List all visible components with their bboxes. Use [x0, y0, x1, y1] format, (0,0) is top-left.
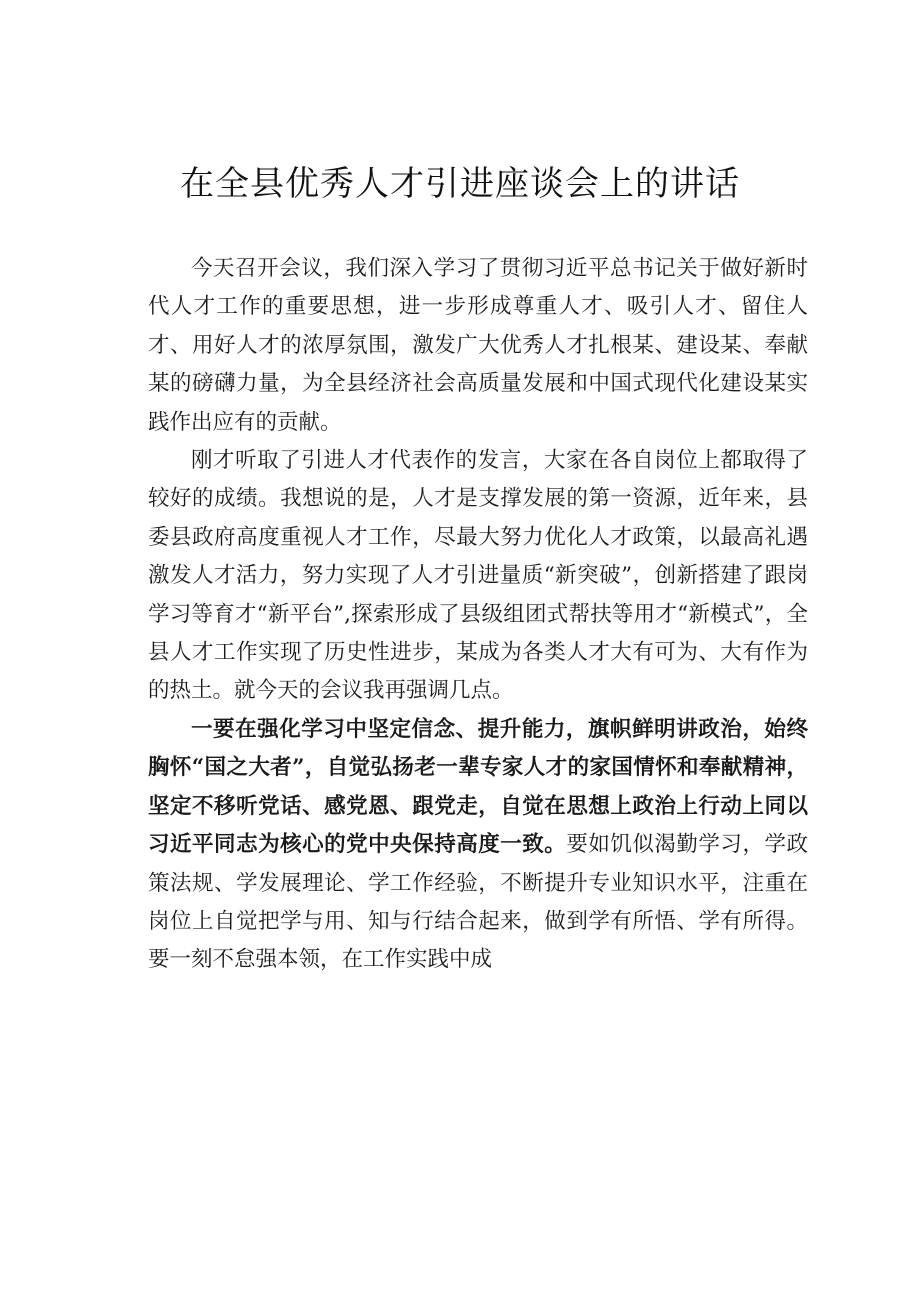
paragraph-2: [148, 442, 808, 711]
document-body: [148, 250, 808, 980]
paragraph-3: [148, 711, 808, 980]
paragraph-3-text: 要如饥似渴勤学习，学政策法规、学发展理论、学工作经验，不断提升专业知识水平，注重在岗位上自觉把学与用、知与行结合起来，做到学有所悟、学有所得。要一刻不怠强本领，在工作实践中成: [148, 832, 808, 973]
paragraph-3-lead: 一要在强化学习中坚定信念、提升能力，旗帜鲜明讲政治，始终胸怀“国之大者”，自觉弘扬老一辈专家人才的家国情怀和奉献精神，坚定不移听党话、感党恩、跟党走，自觉在思想上政治上行动上同以习近平同志为核心的党中央保持高度一致。: [148, 716, 808, 858]
paragraph-2-text: 刚才听取了引进人才代表作的发言，大家在各自岗位上都取得了较好的成绩。我想说的是，人才是支撑发展的第一资源，近年来，县委县政府高度重视人才工作，尽最大努力优化人才政策，以最高礼遇激发人才活力，努力实现了人才引进量质“新突破”，创新搭建了跟岗学习等育才“新平台”,探索形成了县级组团式帮扶等用才“新模式”，全县人才工作实现了历史性进步，某成为各类人才大有可为、大有作为的热土。就今天的会议我再强调几点。: [148, 448, 808, 704]
document-title: 在全县优秀人才引进座谈会上的讲话: [180, 164, 740, 204]
paragraph-1-text: 今天召开会议，我们深入学习了贯彻习近平总书记关于做好新时代人才工作的重要思想，进一步形成尊重人才、吸引人才、留住人才、用好人才的浓厚氛围，激发广大优秀人才扎根某、建设某、奉献某的磅礴力量，为全县经济社会高质量发展和中国式现代化建设某实践作出应有的贡献。: [148, 256, 808, 435]
paragraph-1: [148, 250, 808, 442]
